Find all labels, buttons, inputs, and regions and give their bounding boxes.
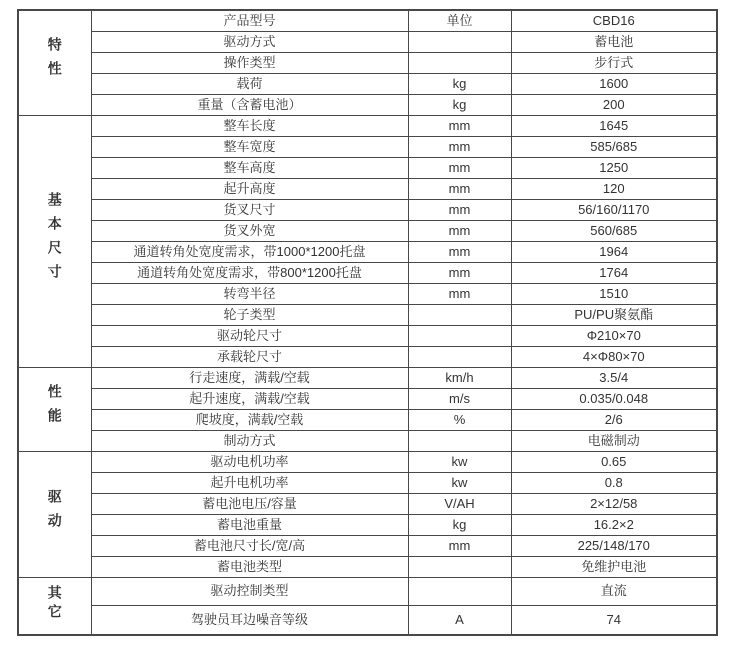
spec-param: 整车长度: [91, 116, 408, 137]
spec-param: 操作类型: [91, 53, 408, 74]
spec-row: [18, 515, 717, 536]
spec-row: [18, 137, 717, 158]
spec-unit: mm: [408, 221, 511, 242]
spec-row: [18, 10, 717, 32]
spec-unit: km/h: [408, 368, 511, 389]
spec-row: [18, 263, 717, 284]
category-basic-dimensions: [18, 116, 91, 368]
spec-row: [18, 116, 717, 137]
spec-param: 转弯半径: [91, 284, 408, 305]
spec-unit: mm: [408, 536, 511, 557]
spec-value: 2×12/58: [511, 494, 717, 515]
spec-param: 通道转角处宽度需求，带800*1200托盘: [91, 263, 408, 284]
spec-param: 爬坡度，满载/空载: [91, 410, 408, 431]
spec-value: 0.8: [511, 473, 717, 494]
spec-unit: [408, 578, 511, 606]
spec-value: 步行式: [511, 53, 717, 74]
spec-param: 制动方式: [91, 431, 408, 452]
category-label: 特性: [46, 37, 63, 86]
spec-value: 560/685: [511, 221, 717, 242]
spec-value: 2/6: [511, 410, 717, 431]
spec-unit: mm: [408, 137, 511, 158]
spec-unit: [408, 431, 511, 452]
spec-unit: mm: [408, 263, 511, 284]
spec-value: 0.65: [511, 452, 717, 473]
spec-param: 驱动电机功率: [91, 452, 408, 473]
spec-row: [18, 368, 717, 389]
spec-value: 74: [511, 606, 717, 635]
spec-param: 驱动控制类型: [91, 578, 408, 606]
spec-value: 4×Φ80×70: [511, 347, 717, 368]
category-label: 性能: [46, 383, 63, 432]
spec-value: 1510: [511, 284, 717, 305]
spec-row: [18, 242, 717, 263]
spec-param: 驾驶员耳边噪音等级: [91, 606, 408, 635]
spec-value: 120: [511, 179, 717, 200]
spec-value: 1600: [511, 74, 717, 95]
spec-value: PU/PU聚氨酯: [511, 305, 717, 326]
spec-value: 225/148/170: [511, 536, 717, 557]
spec-row: [18, 284, 717, 305]
spec-unit: A: [408, 606, 511, 635]
spec-unit: mm: [408, 242, 511, 263]
category-features: [18, 10, 91, 116]
spec-unit: kg: [408, 95, 511, 116]
spec-unit: 单位: [408, 10, 511, 32]
spec-unit: [408, 347, 511, 368]
spec-row: [18, 578, 717, 606]
spec-param: 货叉外宽: [91, 221, 408, 242]
spec-row: [18, 347, 717, 368]
spec-param: 起升高度: [91, 179, 408, 200]
spec-unit: kg: [408, 515, 511, 536]
spec-row: [18, 557, 717, 578]
spec-unit: mm: [408, 200, 511, 221]
spec-unit: %: [408, 410, 511, 431]
category-label: 基本尺寸: [46, 191, 63, 288]
spec-row: [18, 410, 717, 431]
spec-row: [18, 473, 717, 494]
spec-value: 585/685: [511, 137, 717, 158]
spec-param: 整车宽度: [91, 137, 408, 158]
spec-unit: mm: [408, 284, 511, 305]
spec-unit: [408, 326, 511, 347]
spec-param: 整车高度: [91, 158, 408, 179]
category-other: [18, 578, 91, 635]
spec-param: 行走速度，满载/空载: [91, 368, 408, 389]
spec-unit: kw: [408, 473, 511, 494]
spec-unit: m/s: [408, 389, 511, 410]
spec-row: [18, 158, 717, 179]
spec-value: 3.5/4: [511, 368, 717, 389]
spec-param: 蓄电池类型: [91, 557, 408, 578]
spec-value: 电磁制动: [511, 431, 717, 452]
spec-row: [18, 200, 717, 221]
spec-value: 1645: [511, 116, 717, 137]
spec-value: 直流: [511, 578, 717, 606]
spec-row: [18, 536, 717, 557]
spec-unit: mm: [408, 116, 511, 137]
spec-param: 重量（含蓄电池）: [91, 95, 408, 116]
spec-unit: [408, 32, 511, 53]
spec-value: 0.035/0.048: [511, 389, 717, 410]
spec-param: 产品型号: [91, 10, 408, 32]
spec-value: CBD16: [511, 10, 717, 32]
spec-row: [18, 179, 717, 200]
spec-table: [17, 9, 718, 636]
spec-value: 免维护电池: [511, 557, 717, 578]
spec-row: [18, 305, 717, 326]
spec-row: [18, 606, 717, 635]
spec-value: 1964: [511, 242, 717, 263]
spec-value: 56/160/1170: [511, 200, 717, 221]
spec-row: [18, 74, 717, 95]
spec-unit: V/AH: [408, 494, 511, 515]
spec-param: 货叉尺寸: [91, 200, 408, 221]
spec-unit: [408, 305, 511, 326]
spec-row: [18, 389, 717, 410]
spec-row: [18, 95, 717, 116]
spec-unit: kg: [408, 74, 511, 95]
spec-unit: mm: [408, 158, 511, 179]
spec-row: [18, 326, 717, 347]
spec-param: 起升速度，满载/空载: [91, 389, 408, 410]
spec-param: 承载轮尺寸: [91, 347, 408, 368]
category-label: 其它: [46, 585, 63, 624]
spec-unit: [408, 557, 511, 578]
spec-param: 驱动方式: [91, 32, 408, 53]
category-drive: [18, 452, 91, 578]
spec-param: 通道转角处宽度需求，带1000*1200托盘: [91, 242, 408, 263]
spec-param: 蓄电池电压/容量: [91, 494, 408, 515]
spec-param: 驱动轮尺寸: [91, 326, 408, 347]
spec-unit: [408, 53, 511, 74]
spec-row: [18, 494, 717, 515]
spec-value: 1250: [511, 158, 717, 179]
spec-param: 起升电机功率: [91, 473, 408, 494]
spec-param: 蓄电池尺寸长/宽/高: [91, 536, 408, 557]
spec-value: 16.2×2: [511, 515, 717, 536]
spec-unit: kw: [408, 452, 511, 473]
spec-row: [18, 53, 717, 74]
spec-value: 200: [511, 95, 717, 116]
spec-row: [18, 431, 717, 452]
spec-param: 载荷: [91, 74, 408, 95]
spec-row: [18, 32, 717, 53]
spec-value: 1764: [511, 263, 717, 284]
category-performance: [18, 368, 91, 452]
category-label: 驱动: [46, 488, 63, 537]
spec-param: 轮子类型: [91, 305, 408, 326]
spec-row: [18, 221, 717, 242]
spec-value: 蓄电池: [511, 32, 717, 53]
spec-unit: mm: [408, 179, 511, 200]
spec-param: 蓄电池重量: [91, 515, 408, 536]
spec-value: Φ210×70: [511, 326, 717, 347]
spec-row: [18, 452, 717, 473]
